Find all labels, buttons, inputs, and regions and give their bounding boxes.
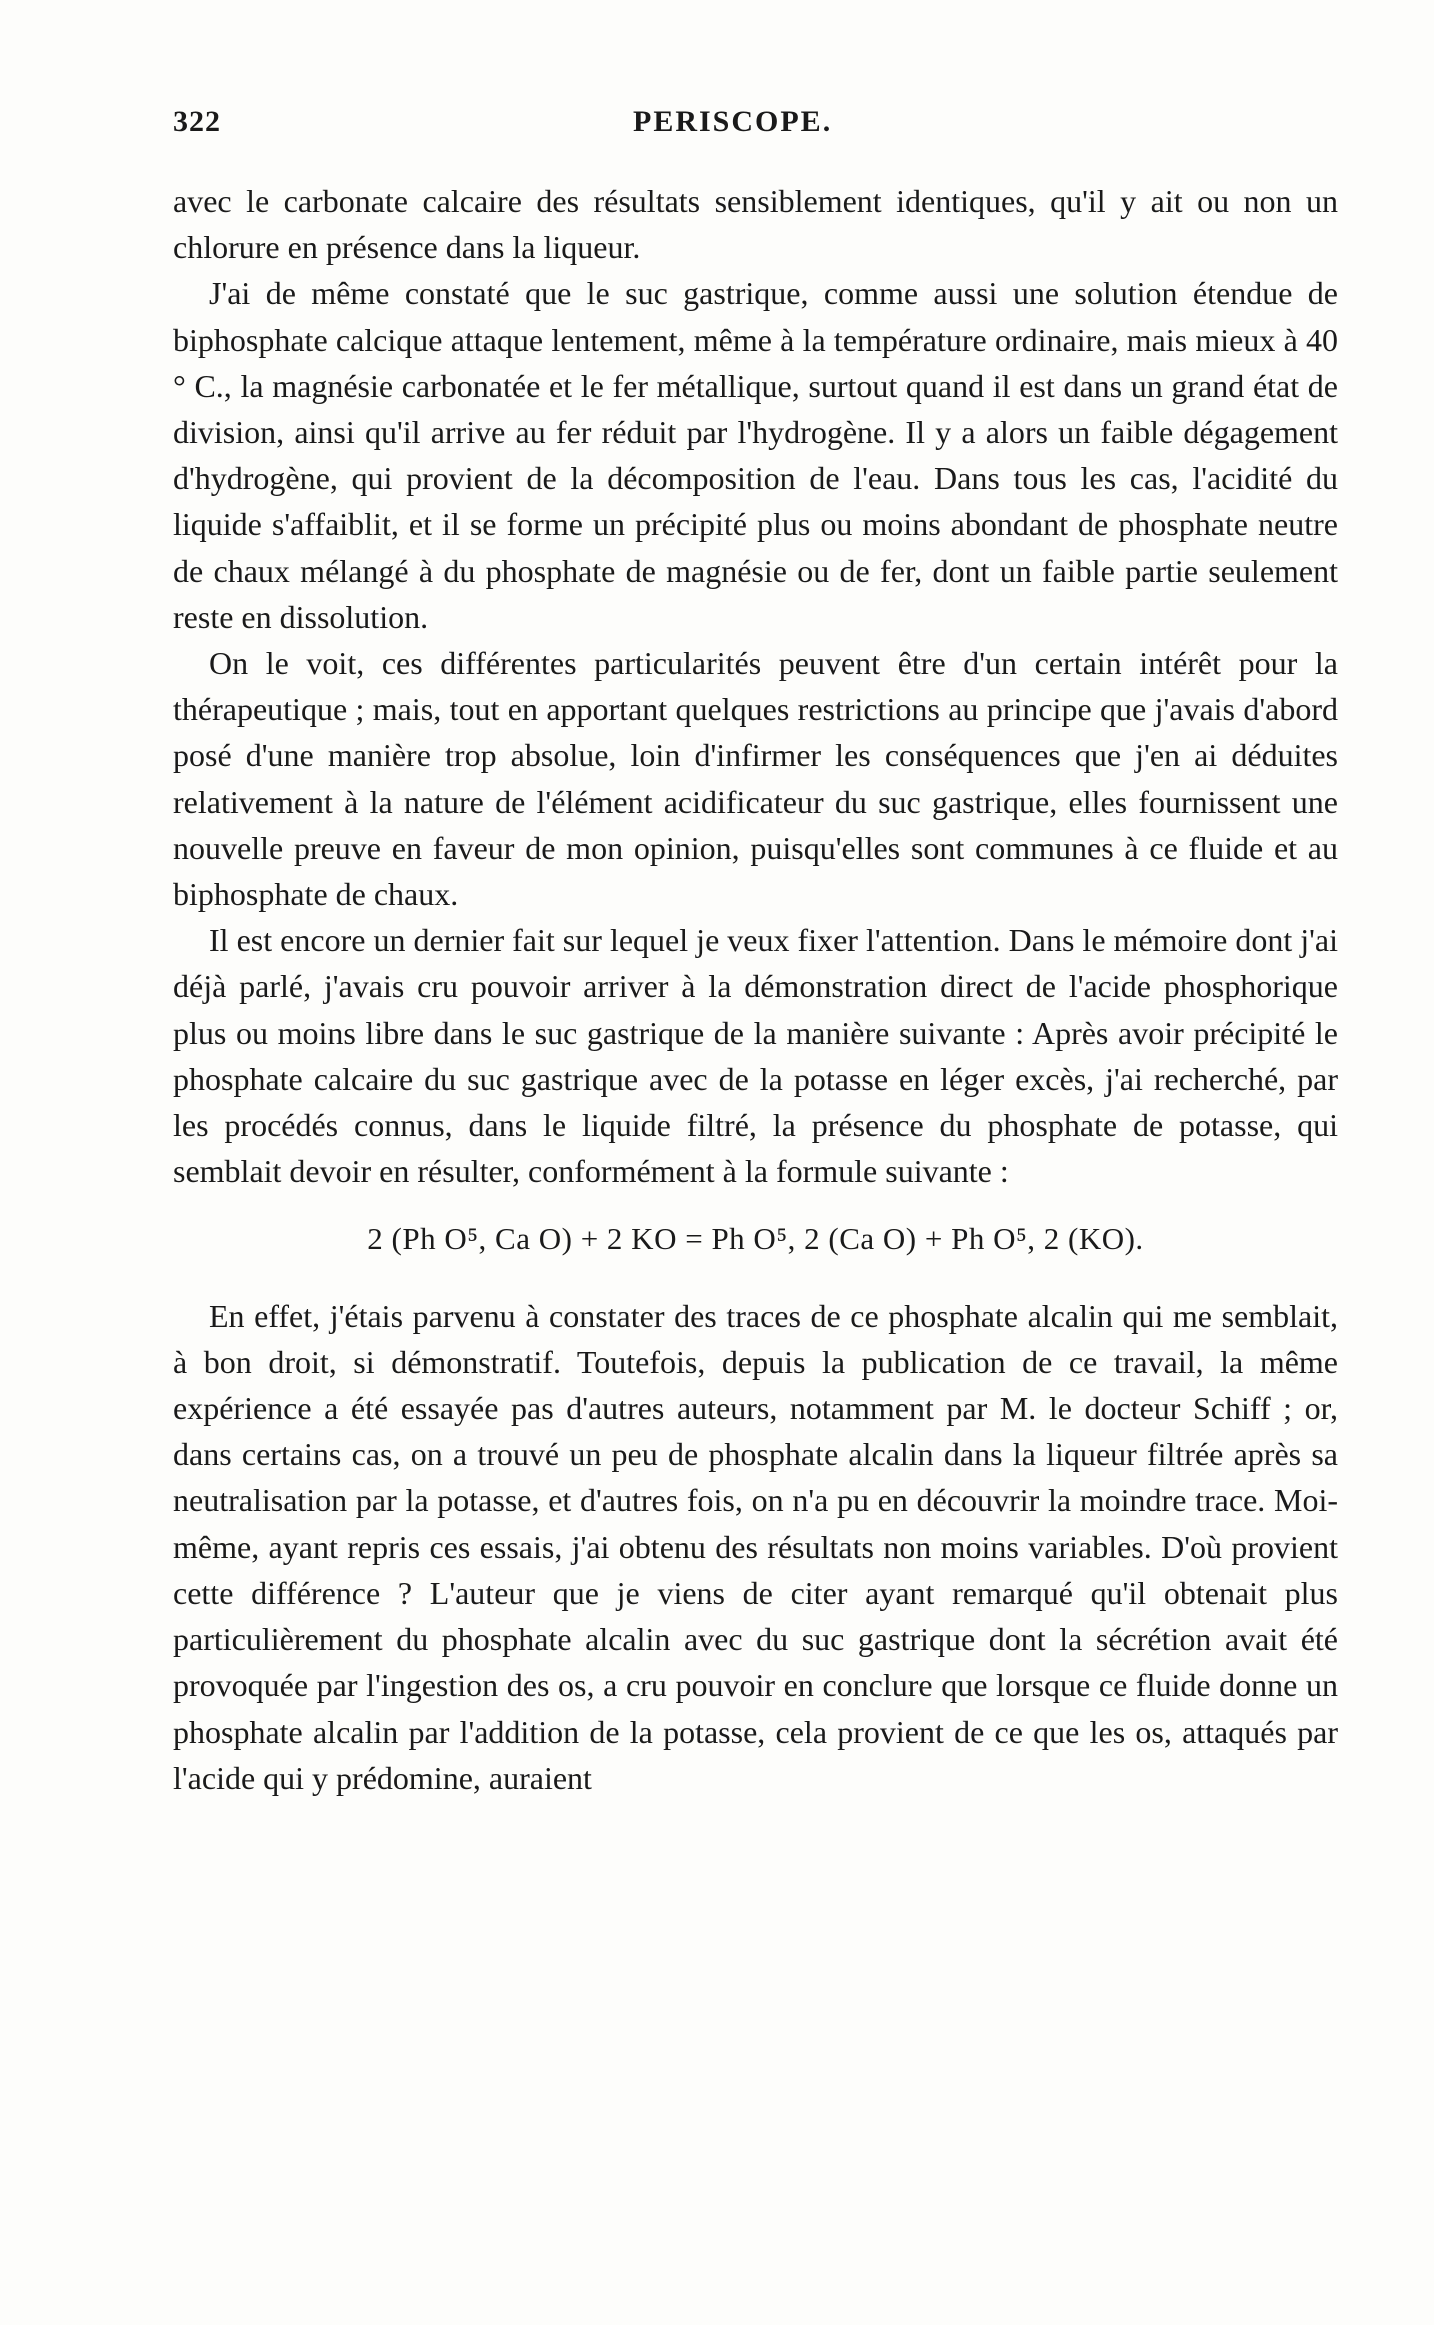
- paragraph: On le voit, ces différentes particularités peuvent être d'un certain intérêt pour la thérapeutique ; mais, tout en apportant quelques restrictions au principe que j'avais d'abord posé d'une manière trop absolue, loin d'infirmer les conséquences que j'en ai déduites relativement à la nature de l'élément acidificateur du suc gastrique, elles fournissent une nouvelle preuve en faveur de mon opinion, puisqu'elles sont communes à ce fluide et au biphosphate de chaux.: [173, 645, 1338, 913]
- paragraph-continuation: avec le carbonate calcaire des résultats sensiblement identiques, qu'il y ait ou non un chlorure en présence dans la liqueur.: [173, 183, 1338, 266]
- paragraph: En effet, j'étais parvenu à constater des traces de ce phosphate alcalin qui me semblait, à bon droit, si démonstratif. Toutefois, depuis la publication de ce travail, la même expérience a été essayée pas d'autres auteurs, notamment par M. le docteur Schiff ; or, dans certains cas, on a trouvé un peu de phosphate alcalin dans la liqueur filtrée après sa neutralisation par la potasse, et d'autres fois, on n'a pu en découvrir la moindre trace. Moi-même, ayant repris ces essais, j'ai obtenu des résultats non moins variables. D'où provient cette différence ? L'auteur que je viens de citer ayant remarqué qu'il obtenait plus particulièrement du phosphate alcalin avec du suc gastrique dont la sécrétion avait été provoquée par l'ingestion des os, a cru pouvoir en conclure que lorsque ce fluide donne un phosphate alcalin par l'addition de la potasse, cela provient de ce que les os, attaqués par l'acide qui y prédomine, auraient: [173, 1297, 1338, 1796]
- paragraph: Il est encore un dernier fait sur lequel je veux fixer l'attention. Dans le mémoire dont j'ai déjà parlé, j'avais cru pouvoir arriver à la démonstration direct de l'acide phosphorique plus ou moins libre dans le suc gastrique de la manière suivante : Après avoir précipité le phosphate calcaire du suc gastrique avec de la potasse en léger excès, j'ai recherché, par les procédés connus, dans le liquide filtré, la présence du phosphate de potasse, qui semblait devoir en résulter, conformément à la formule suivante :: [173, 922, 1338, 1190]
- running-title: PERISCOPE.: [633, 105, 833, 138]
- body-text: [173, 178, 1338, 1801]
- running-head: [173, 105, 1338, 149]
- page-number: 322: [173, 105, 221, 138]
- paragraph: J'ai de même constaté que le suc gastrique, comme aussi une solution étendue de biphosphate calcique attaque lentement, même à la température ordinaire, mais mieux à 40 ° C., la magnésie carbonatée et le fer métallique, surtout quand il est dans un grand état de division, ainsi qu'il arrive au fer réduit par l'hydrogène. Il y a alors un faible dégagement d'hydrogène, qui provient de la décomposition de l'eau. Dans tous les cas, l'acidité du liquide s'affaiblit, et il se forme un précipité plus ou moins abondant de phosphate neutre de chaux mélangé à du phosphate de magnésie ou de fer, dont un faible partie seulement reste en dissolution.: [173, 275, 1338, 635]
- chemical-formula: 2 (Ph O⁵, Ca O) + 2 KO = Ph O⁵, 2 (Ca O) + Ph O⁵, 2 (KO).: [367, 1221, 1144, 1257]
